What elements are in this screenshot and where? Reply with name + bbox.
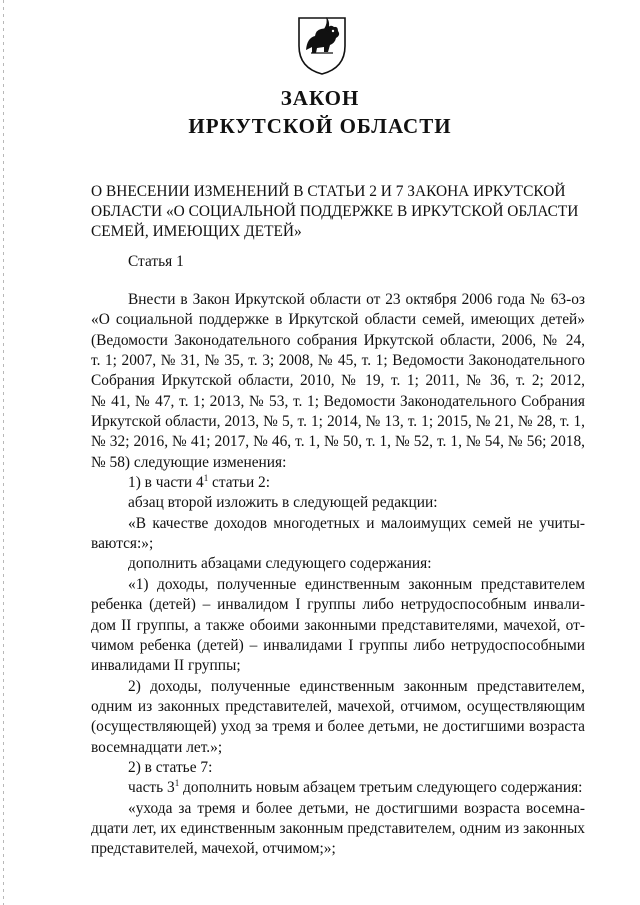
coat-of-arms-icon	[297, 12, 347, 76]
body-line: ребенка (детей) – инвалидом I группы либо нетрудоспособным инвали-	[91, 596, 585, 614]
body-line: дом II группы, а также обоими законными представителями, мачехой, от-	[91, 616, 585, 634]
body-line: № 41, № 47, т. 1; 2013, № 53, т. 1; Ведомости Законодательного Собрания	[91, 392, 585, 410]
body-line: ваются:»;	[91, 535, 154, 553]
body-line: № 58) следующие изменения:	[91, 453, 287, 471]
body-line: 1) в части $4^1$ статьи 2:	[128, 473, 271, 492]
body-line: Собрания Иркутской области, 2010, № 19, т. 1; 2011, № 36, т. 2; 2012,	[91, 372, 585, 390]
law-heading	[91, 182, 591, 242]
body-line: представителей, мачехой, отчимом;»;	[91, 840, 336, 858]
body-line: «В качестве доходов многодетных и малоимущих семей не учиты-	[128, 514, 585, 532]
article-label: Статья 1	[128, 253, 184, 270]
body-line: часть $3^1$ дополнить новым абзацем третьим следующего содержания:	[128, 778, 583, 797]
body-line: инвалидами II группы;	[91, 657, 241, 675]
law-title-line-1: ЗАКОН	[280, 86, 360, 110]
body-line: Иркутской области, 2013, № 5, т. 1; 2014, № 13, т. 1; 2015, № 21, № 28, т. 1,	[91, 413, 585, 431]
body-line: (осуществляющей) уход за тремя и более детьми, не достигшими возраста	[91, 718, 585, 736]
body-line: «ухода за тремя и более детьми, не достигшими возраста восемна-	[128, 799, 585, 817]
heading-line: О ВНЕСЕНИИ ИЗМЕНЕНИЙ В СТАТЬИ 2 И 7 ЗАКОНА ИРКУТСКОЙ	[91, 183, 566, 200]
body-line: (Ведомости Законодательного собрания Иркутской области, 2006, № 24,	[91, 331, 585, 349]
law-body	[91, 290, 585, 860]
heading-line: ОБЛАСТИ «О СОЦИАЛЬНОЙ ПОДДЕРЖКЕ В ИРКУТСКОЙ ОБЛАСТИ	[91, 203, 579, 220]
body-line: 2) доходы, полученные единственным законным представителем,	[128, 677, 585, 695]
body-line: № 32; 2016, № 41; 2017, № 46, т. 1, № 50, т. 1, № 52, т. 1, № 54, № 56; 2018,	[91, 433, 585, 451]
body-line: т. 1; 2007, № 31, № 35, т. 3; 2008, № 45, т. 1; Ведомости Законодательного	[91, 352, 585, 370]
body-line: дцати лет, их единственным законным представителем, одним из законных	[91, 819, 585, 837]
body-line: «1) доходы, полученные единственным законным представителем	[128, 575, 585, 593]
body-line: дополнить абзацами следующего содержания:	[128, 555, 432, 573]
body-line: Внести в Закон Иркутской области от 23 октября 2006 года № 63-оз	[128, 291, 585, 308]
body-line: «О социальной поддержке в Иркутской области семей, имеющих детей»	[91, 311, 585, 329]
body-line: 2) в статье 7:	[128, 758, 213, 776]
body-line: абзац второй изложить в следующей редакции:	[128, 494, 438, 512]
body-line: восемнадцати лет.»;	[91, 738, 223, 756]
heading-line: СЕМЕЙ, ИМЕЮЩИХ ДЕТЕЙ»	[91, 223, 302, 240]
body-line: одним из законных представителей, мачехой, отчимом, осуществляющим	[91, 697, 585, 715]
body-line: чимом ребенка (детей) – инвалидами I группы либо нетрудоспособными	[91, 636, 585, 654]
law-title-line-2: ИРКУТСКОЙ ОБЛАСТИ	[188, 114, 452, 138]
